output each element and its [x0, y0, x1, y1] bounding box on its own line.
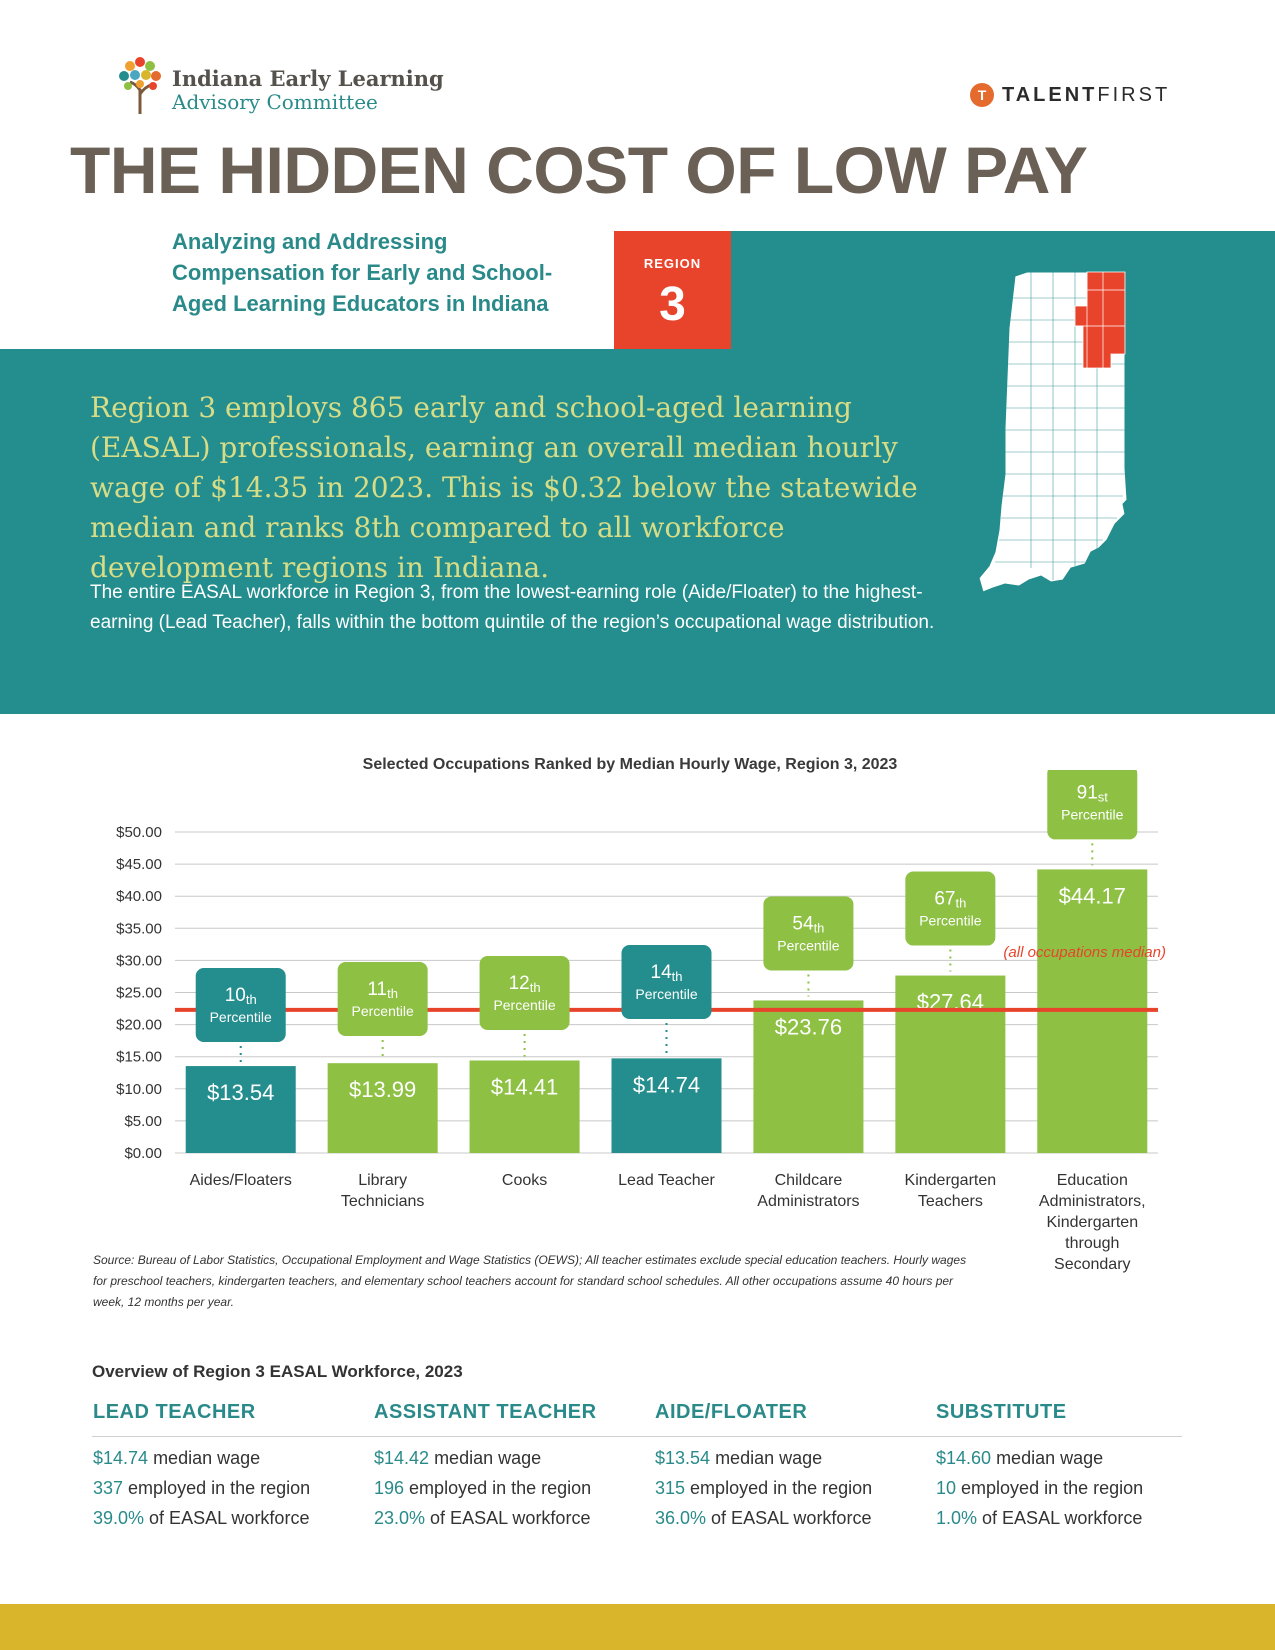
overview-wage-value: $14.74 — [93, 1448, 149, 1468]
overview-role: LEAD TEACHER — [93, 1401, 256, 1423]
overview-wage-value: $14.42 — [374, 1448, 430, 1468]
overview-wage — [655, 1448, 915, 1469]
body-paragraph: The entire EASAL workforce in Region 3, from the lowest-earning role (Aide/Floater) to the highest-earning (Lead Teacher), falls within the bottom quintile of the region’s occupational wage distribution. — [90, 582, 935, 633]
y-axis-ticks — [116, 824, 162, 1162]
y-tick-label: $20.00 — [116, 1016, 162, 1034]
overview-employed — [936, 1478, 1196, 1499]
chart-title: Selected Occupations Ranked by Median Hourly Wage, Region 3, 2023 — [362, 756, 898, 773]
overview-title: Overview of Region 3 EASAL Workforce, 2023 — [92, 1362, 463, 1381]
overview-employed-text: employed in the region — [685, 1478, 873, 1498]
bar-value-label: $27.64 — [916, 989, 985, 1015]
percentile-number: 54th — [792, 913, 825, 936]
region-number: 3 — [659, 278, 686, 331]
overview-role: SUBSTITUTE — [936, 1401, 1067, 1423]
percentile-number: 14th — [650, 962, 683, 984]
x-axis-label: Education Administrators, Kindergarten through Secondary — [1038, 1172, 1146, 1273]
overview-assistant-teacher — [374, 1401, 634, 1529]
reference-line-label: (all occupations median) — [1003, 944, 1166, 961]
y-tick-label: $40.00 — [116, 888, 162, 906]
overview-aide-floater — [655, 1401, 915, 1529]
overview-share-value: 36.0% — [655, 1508, 707, 1528]
overview-lead-teacher — [93, 1401, 353, 1529]
lead-paragraph: Region 3 employs 865 early and school-aged learning (EASAL) professionals, earning an overall median hourly wage of $14.35 in 2023. This is $0.32 below the statewide median and ranks 8th compared to all workforce development regions in Indiana. — [90, 391, 918, 584]
percentile-word: Percentile — [209, 1009, 272, 1025]
overview-share-value: 39.0% — [93, 1508, 145, 1528]
percentile-number: 10th — [224, 985, 257, 1007]
overview-wage — [374, 1448, 634, 1469]
x-axis-label: Kindergarten Teachers — [904, 1172, 997, 1210]
overview-wage — [936, 1448, 1196, 1469]
overview-role: ASSISTANT TEACHER — [374, 1401, 597, 1423]
partner-name-light: FIRST — [1097, 84, 1171, 106]
overview-employed-value: 196 — [374, 1478, 405, 1498]
overview-share-text: of EASAL workforce — [977, 1508, 1143, 1528]
x-axis-label: Lead Teacher — [618, 1172, 715, 1189]
y-tick-label: $35.00 — [116, 920, 162, 938]
overview-wage-text: median wage — [991, 1448, 1104, 1468]
bar-value-label: $14.74 — [632, 1072, 701, 1098]
partner-name — [1002, 84, 1170, 107]
percentile-number: 11th — [367, 979, 398, 1001]
partner-logo — [970, 80, 1210, 110]
percentile-number: 12th — [508, 973, 541, 995]
percentile-word: Percentile — [1061, 806, 1124, 823]
overview-role: AIDE/FLOATER — [655, 1401, 808, 1423]
y-tick-label: $45.00 — [116, 856, 162, 874]
overview-share-text: of EASAL workforce — [706, 1508, 872, 1528]
overview-wage-text: median wage — [148, 1448, 261, 1468]
bar-value-label: $13.99 — [348, 1077, 417, 1103]
footer-bar — [0, 1604, 1275, 1650]
overview-wage-value: $14.60 — [936, 1448, 992, 1468]
y-tick-label: $50.00 — [116, 824, 162, 841]
percentile-word: Percentile — [635, 986, 698, 1002]
y-tick-label: $15.00 — [116, 1048, 162, 1066]
overview-employed-text: employed in the region — [123, 1478, 311, 1498]
source-note: Source: Bureau of Labor Statistics, Occupational Employment and Wage Statistics (OEWS); All teacher estimates exclude special education teachers. Hourly wages for preschool teachers, kindergarten teachers, and elementary school teachers account for standard school schedules. All other occupations assume 40 hours per week, 12 months per year. — [93, 1253, 967, 1309]
x-axis-label: Cooks — [501, 1172, 548, 1189]
percentile-badge — [1047, 770, 1137, 839]
x-axis-label: Childcare Administrators — [757, 1172, 860, 1210]
overview-employed-value: 10 — [936, 1478, 957, 1498]
partner-name-bold: TALENT — [1002, 84, 1098, 106]
bar-value-label: $23.76 — [774, 1014, 843, 1040]
overview-share — [655, 1508, 915, 1529]
overview-wage-text: median wage — [429, 1448, 542, 1468]
overview-wage — [93, 1448, 353, 1469]
overview-substitute — [936, 1401, 1196, 1529]
region-label: REGION — [643, 256, 702, 271]
overview-employed-text: employed in the region — [956, 1478, 1144, 1498]
indiana-region-map — [975, 268, 1185, 598]
y-tick-label: $0.00 — [124, 1145, 162, 1162]
overview-share — [374, 1508, 634, 1529]
page-title: THE HIDDEN COST OF LOW PAY — [70, 133, 1088, 207]
bar-value-label: $14.41 — [490, 1074, 559, 1100]
y-tick-label: $25.00 — [116, 984, 162, 1002]
overview-share — [936, 1508, 1196, 1529]
org-name-line1: Indiana Early Learning — [172, 66, 444, 91]
overview-share-value: 1.0% — [936, 1508, 978, 1528]
overview-wage-value: $13.54 — [655, 1448, 711, 1468]
x-axis-label: Aides/Floaters — [189, 1172, 292, 1189]
overview-employed-value: 337 — [93, 1478, 124, 1498]
percentile-word: Percentile — [493, 997, 556, 1013]
percentile-word: Percentile — [351, 1003, 414, 1019]
bar-value-label: $44.17 — [1058, 883, 1126, 909]
overview-employed — [374, 1478, 634, 1499]
percentile-number: 91st — [1076, 782, 1108, 805]
percentile-word: Percentile — [777, 937, 840, 954]
overview-employed-value: 315 — [655, 1478, 686, 1498]
overview-share-text: of EASAL workforce — [425, 1508, 591, 1528]
wage-bar-chart — [0, 770, 1275, 1280]
y-tick-label: $5.00 — [124, 1112, 162, 1130]
overview-employed — [655, 1478, 915, 1499]
region-badge — [614, 231, 731, 349]
overview-employed — [93, 1478, 353, 1499]
x-axis-label: Library Technicians — [340, 1172, 425, 1210]
overview-employed-text: employed in the region — [404, 1478, 592, 1498]
percentile-word: Percentile — [919, 912, 982, 929]
overview-share-text: of EASAL workforce — [144, 1508, 310, 1528]
overview-share-value: 23.0% — [374, 1508, 426, 1528]
percentile-number: 67th — [934, 888, 967, 911]
bar-value-label: $13.54 — [207, 1080, 275, 1106]
overview-wage-text: median wage — [710, 1448, 823, 1468]
y-tick-label: $30.00 — [116, 952, 162, 970]
talentfirst-mark-icon: T — [970, 83, 994, 107]
y-tick-label: $10.00 — [116, 1080, 162, 1098]
org-logo — [118, 54, 444, 120]
page-subtitle: Analyzing and Addressing Compensation for Early and School-Aged Learning Educators in Indiana — [172, 229, 553, 316]
tree-logo-icon — [118, 54, 164, 116]
overview-share — [93, 1508, 353, 1529]
org-name-line2: Advisory Committee — [172, 90, 378, 114]
